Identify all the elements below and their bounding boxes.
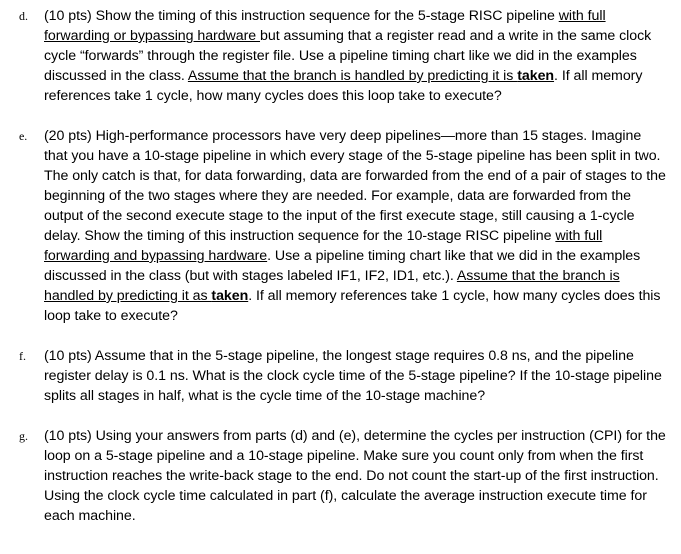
bold-underlined-text: taken bbox=[517, 68, 555, 84]
question-e bbox=[0, 126, 681, 326]
question-text: . If all memory references take 1 cycle, how many cycles does this loop take to execute? bbox=[44, 68, 643, 104]
underlined-text: Assume that the branch is handled by predicting it is bbox=[187, 68, 518, 84]
question-text: High-performance processors have very deep pipelines—more than 15 stages. Imagine that you have a 10-stage pipeline in which every stage of the 5-stage pipeline has been split in two. The only catch is that, for data forwarding, data are forwarded from the end of a pair of stages to the beginning of the two stages where they are needed. For example, data are forwarded from the output of the second execute stage to the input of the first execute stage, still causing a 1-cycle delay. Show the timing of this instruction sequence for the 10-stage RISC pipeline bbox=[44, 128, 666, 244]
question-points: (10 pts) bbox=[44, 8, 92, 24]
question-text: Show the timing of this instruction sequence for the 5-stage RISC pipeline bbox=[91, 8, 559, 24]
document-page bbox=[0, 6, 681, 526]
underlined-text: with full forwarding and bypassing hardware bbox=[44, 228, 603, 264]
question-points: (10 pts) bbox=[44, 428, 92, 444]
question-f bbox=[0, 346, 681, 406]
question-g bbox=[0, 426, 681, 526]
question-marker: e. bbox=[19, 129, 28, 143]
underlined-text: Assume that the branch is handled by predicting it as bbox=[44, 268, 620, 304]
question-text: . Use a pipeline timing chart like that we did in the examples discussed in the class (but with stages labeled IF1, IF2, ID1, etc.). bbox=[44, 248, 641, 284]
bold-underlined-text: taken bbox=[211, 288, 249, 304]
question-points: (10 pts) bbox=[44, 348, 92, 364]
question-marker: g. bbox=[19, 429, 28, 443]
underlined-text: with full forwarding or bypassing hardware bbox=[44, 8, 606, 44]
question-text: but assuming that a register read and a write in the same clock cycle “forwards” through the register file. Use a pipeline timing chart like we did in the examples discussed in the class. bbox=[44, 28, 652, 84]
question-points: (20 pts) bbox=[44, 128, 92, 144]
question-text: Using your answers from parts (d) and (e), determine the cycles per instruction (CPI) for the loop on a 5-stage pipeline and a 10-stage pipeline. Make sure you count only from when the first instruction reaches the write-back stage to the end. Do not count the start-up of the first instruction. Using the clock cycle time calculated in part (f), calculate the average instruction execute time for each machine. bbox=[44, 428, 666, 524]
question-text: . If all memory references take 1 cycle, how many cycles does this loop take to execute? bbox=[44, 288, 661, 324]
question-d bbox=[0, 6, 681, 106]
question-marker: f. bbox=[19, 349, 26, 363]
question-marker: d. bbox=[19, 9, 28, 23]
question-text: Assume that in the 5-stage pipeline, the longest stage requires 0.8 ns, and the pipeline register delay is 0.1 ns. What is the clock cycle time of the 5-stage pipeline? If the 10-stage pipeline splits all stages in half, what is the cycle time of the 10-stage machine? bbox=[44, 348, 662, 404]
